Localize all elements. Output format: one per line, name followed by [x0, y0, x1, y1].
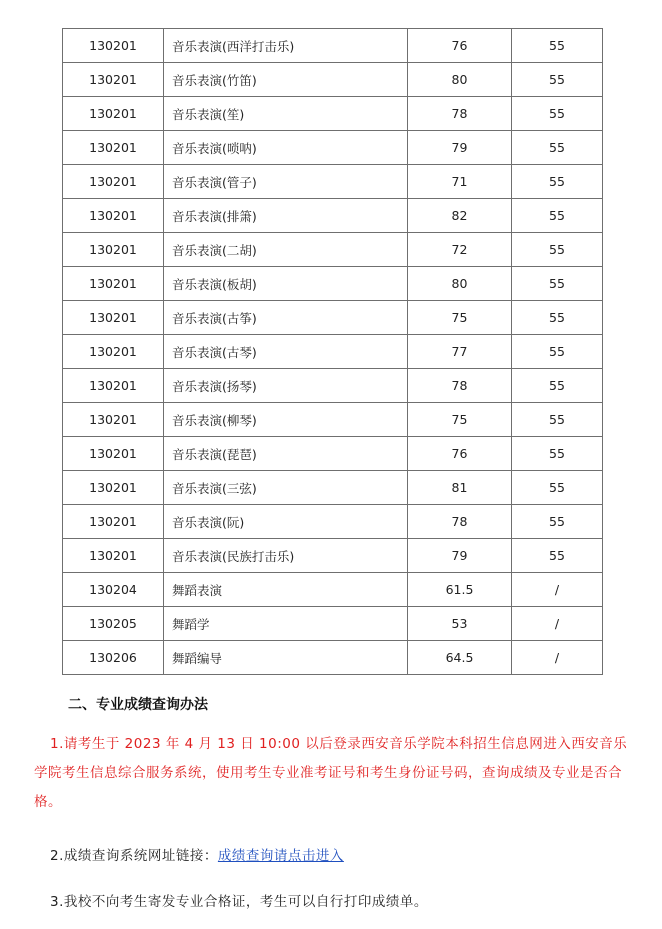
table-row: [63, 471, 603, 505]
qualifying-score-cell: 75: [408, 403, 512, 437]
major-name-cell: 舞蹈学: [164, 607, 408, 641]
pass-line-cell: 55: [512, 233, 603, 267]
table-row: [63, 641, 603, 675]
major-code-cell: 130201: [63, 29, 164, 63]
major-name-cell: 舞蹈编导: [164, 641, 408, 675]
query-instruction-item-1: 1.请考生于 2023 年 4 月 13 日 10:00 以后登录西安音乐学院本科招生信息网进入西安音乐学院考生信息综合服务系统，使用考生专业准考证号和考生身份证号码，查询成绩及专业是否合格。: [34, 736, 628, 810]
major-name-cell: 音乐表演(板胡): [164, 267, 408, 301]
table-row: [63, 165, 603, 199]
table-row: [63, 301, 603, 335]
qualifying-score-cell: 75: [408, 301, 512, 335]
pass-line-cell: 55: [512, 97, 603, 131]
major-name-cell: 音乐表演(竹笛): [164, 63, 408, 97]
major-name-cell: 音乐表演(柳琴): [164, 403, 408, 437]
major-code-cell: 130201: [63, 403, 164, 437]
qualifying-score-cell: 77: [408, 335, 512, 369]
pass-line-cell: 55: [512, 437, 603, 471]
qualifying-score-cell: 78: [408, 505, 512, 539]
major-name-cell: 舞蹈表演: [164, 573, 408, 607]
qualifying-score-cell: 61.5: [408, 573, 512, 607]
score-query-link[interactable]: 成绩查询请点击进入: [217, 848, 344, 864]
major-code-cell: 130201: [63, 131, 164, 165]
major-name-cell: 音乐表演(民族打击乐): [164, 539, 408, 573]
qualifying-score-cell: 76: [408, 437, 512, 471]
pass-line-cell: /: [512, 573, 603, 607]
link-prefix-text: 2.成绩查询系统网址链接：: [50, 848, 218, 864]
major-code-cell: 130204: [63, 573, 164, 607]
pass-line-cell: 55: [512, 403, 603, 437]
table-row: [63, 199, 603, 233]
major-name-cell: 音乐表演(三弦): [164, 471, 408, 505]
major-name-cell: 音乐表演(二胡): [164, 233, 408, 267]
major-code-cell: 130201: [63, 301, 164, 335]
pass-line-cell: /: [512, 607, 603, 641]
score-table: [62, 28, 603, 675]
table-row: [63, 573, 603, 607]
qualifying-score-cell: 53: [408, 607, 512, 641]
qualifying-score-cell: 80: [408, 267, 512, 301]
qualifying-score-cell: 71: [408, 165, 512, 199]
pass-line-cell: 55: [512, 199, 603, 233]
major-name-cell: 音乐表演(排箫): [164, 199, 408, 233]
major-name-cell: 音乐表演(扬琴): [164, 369, 408, 403]
qualifying-score-cell: 79: [408, 539, 512, 573]
major-name-cell: 音乐表演(琵琶): [164, 437, 408, 471]
qualifying-score-cell: 80: [408, 63, 512, 97]
major-code-cell: 130201: [63, 165, 164, 199]
major-name-cell: 音乐表演(阮): [164, 505, 408, 539]
major-name-cell: 音乐表演(笙): [164, 97, 408, 131]
table-row: [63, 63, 603, 97]
pass-line-cell: 55: [512, 267, 603, 301]
table-row: [63, 267, 603, 301]
major-code-cell: 130201: [63, 335, 164, 369]
major-code-cell: 130201: [63, 199, 164, 233]
qualifying-score-cell: 79: [408, 131, 512, 165]
table-row: [63, 539, 603, 573]
table-row: [63, 233, 603, 267]
major-code-cell: 130201: [63, 97, 164, 131]
table-row: [63, 97, 603, 131]
major-code-cell: 130206: [63, 641, 164, 675]
qualifying-score-cell: 76: [408, 29, 512, 63]
query-instruction-item-3: 3.我校不向考生寄发专业合格证，考生可以自行打印成绩单。: [50, 894, 428, 910]
qualifying-score-cell: 72: [408, 233, 512, 267]
table-row: [63, 437, 603, 471]
major-code-cell: 130205: [63, 607, 164, 641]
major-code-cell: 130201: [63, 63, 164, 97]
pass-line-cell: 55: [512, 505, 603, 539]
section-heading: 二、专业成绩查询办法: [68, 697, 208, 713]
pass-line-cell: 55: [512, 335, 603, 369]
qualifying-score-cell: 64.5: [408, 641, 512, 675]
table-row: [63, 505, 603, 539]
pass-line-cell: 55: [512, 539, 603, 573]
pass-line-cell: 55: [512, 471, 603, 505]
pass-line-cell: 55: [512, 29, 603, 63]
table-row: [63, 607, 603, 641]
score-table-body: [63, 29, 603, 675]
table-row: [63, 335, 603, 369]
qualifying-score-cell: 78: [408, 97, 512, 131]
major-name-cell: 音乐表演(唢呐): [164, 131, 408, 165]
major-name-cell: 音乐表演(古琴): [164, 335, 408, 369]
table-row: [63, 369, 603, 403]
major-name-cell: 音乐表演(管子): [164, 165, 408, 199]
pass-line-cell: 55: [512, 131, 603, 165]
query-instruction-item-2: [50, 844, 344, 864]
pass-line-cell: 55: [512, 63, 603, 97]
major-code-cell: 130201: [63, 471, 164, 505]
table-row: [63, 131, 603, 165]
table-row: [63, 403, 603, 437]
qualifying-score-cell: 78: [408, 369, 512, 403]
major-code-cell: 130201: [63, 437, 164, 471]
qualifying-score-cell: 82: [408, 199, 512, 233]
major-code-cell: 130201: [63, 369, 164, 403]
table-row: [63, 29, 603, 63]
major-code-cell: 130201: [63, 505, 164, 539]
major-name-cell: 音乐表演(古筝): [164, 301, 408, 335]
pass-line-cell: 55: [512, 369, 603, 403]
pass-line-cell: 55: [512, 301, 603, 335]
qualifying-score-cell: 81: [408, 471, 512, 505]
major-name-cell: 音乐表演(西洋打击乐): [164, 29, 408, 63]
major-code-cell: 130201: [63, 233, 164, 267]
major-code-cell: 130201: [63, 267, 164, 301]
pass-line-cell: /: [512, 641, 603, 675]
pass-line-cell: 55: [512, 165, 603, 199]
major-code-cell: 130201: [63, 539, 164, 573]
